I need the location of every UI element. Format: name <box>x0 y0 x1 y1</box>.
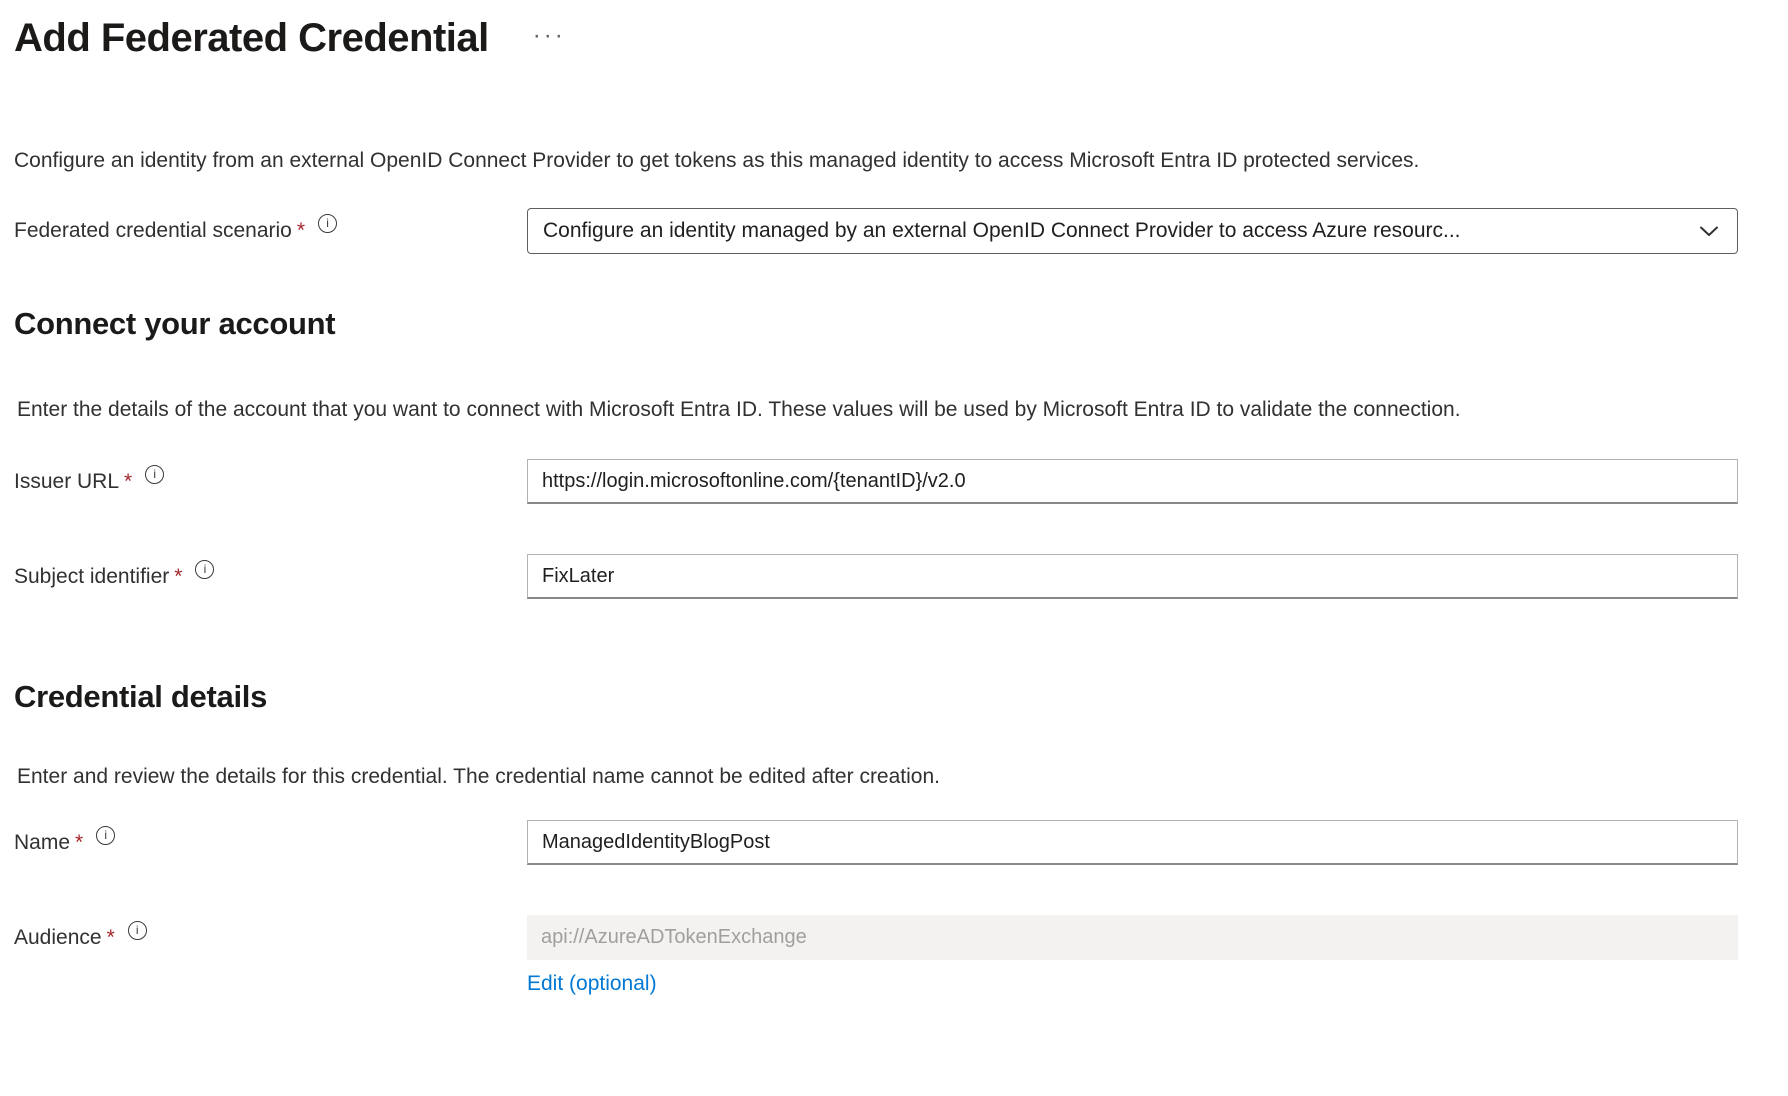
scenario-dropdown[interactable] <box>527 208 1738 254</box>
connect-account-description: Enter the details of the account that you want to connect with Microsoft Entra ID. These values will be used by Microsoft Entra ID to validate the connection. <box>17 398 1461 421</box>
edit-optional-link[interactable]: Edit (optional) <box>527 972 657 995</box>
issuer-url-label <box>14 459 527 494</box>
page-title: Add Federated Credential <box>14 16 489 60</box>
intro-text: Configure an identity from an external OpenID Connect Provider to get tokens as this managed identity to access Microsoft Entra ID protected services. <box>14 149 1420 172</box>
scenario-selected-value: Configure an identity managed by an external OpenID Connect Provider to access Azure resourc... <box>543 219 1461 242</box>
audience-row <box>14 915 1738 996</box>
credential-details-heading: Credential details <box>14 679 268 714</box>
required-asterisk: * <box>106 926 115 949</box>
issuer-url-input[interactable] <box>527 459 1738 504</box>
name-input[interactable] <box>527 820 1738 865</box>
required-asterisk: * <box>124 470 133 493</box>
name-row <box>14 820 1738 865</box>
subject-identifier-row <box>14 554 1738 599</box>
title-row <box>14 16 1738 61</box>
chevron-down-icon <box>1697 219 1721 243</box>
required-asterisk: * <box>174 565 183 588</box>
info-icon[interactable] <box>318 214 337 233</box>
scenario-label <box>14 208 527 243</box>
name-label <box>14 820 527 855</box>
info-icon[interactable] <box>96 826 115 845</box>
issuer-url-label-text: Issuer URL <box>14 470 120 493</box>
credential-details-description: Enter and review the details for this credential. The credential name cannot be edited after creation. <box>17 765 940 788</box>
info-icon[interactable] <box>195 560 214 579</box>
info-icon[interactable] <box>128 921 147 940</box>
required-asterisk: * <box>296 219 306 242</box>
audience-label-text: Audience <box>14 926 102 949</box>
audience-input <box>527 915 1738 960</box>
scenario-row <box>14 208 1738 254</box>
issuer-url-row <box>14 459 1738 504</box>
subject-identifier-label <box>14 554 527 589</box>
more-options-icon[interactable]: ··· <box>532 21 566 49</box>
required-asterisk: * <box>75 831 84 854</box>
subject-identifier-input[interactable] <box>527 554 1738 599</box>
scenario-label-text: Federated credential scenario <box>14 219 292 242</box>
subject-identifier-label-text: Subject identifier <box>14 565 170 588</box>
info-icon[interactable] <box>145 465 164 484</box>
audience-label <box>14 915 527 950</box>
connect-account-heading: Connect your account <box>14 306 336 341</box>
name-label-text: Name <box>14 831 71 854</box>
